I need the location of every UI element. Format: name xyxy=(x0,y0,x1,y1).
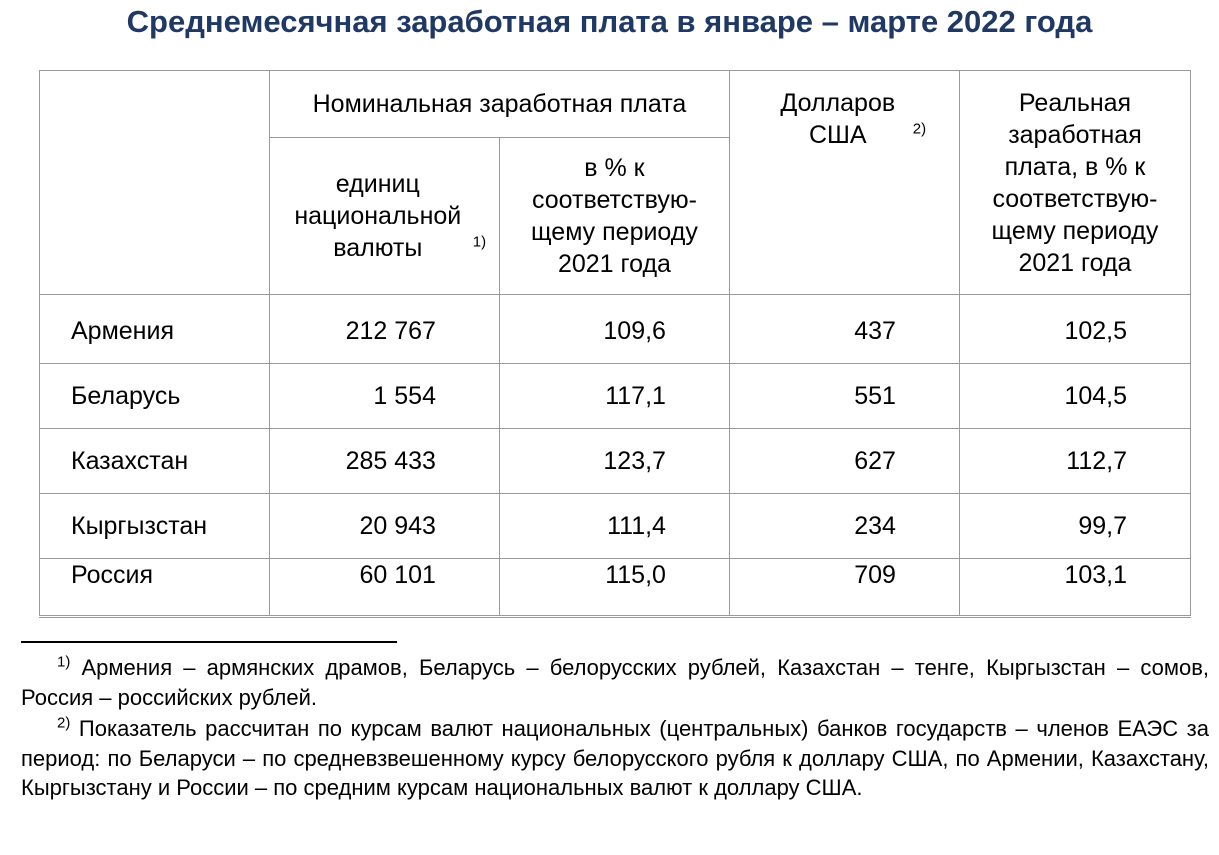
usd-cell: 437 xyxy=(729,295,959,364)
footnote-mark: 2) xyxy=(57,714,71,732)
real-wage-cell: 112,7 xyxy=(959,429,1190,494)
header-real-wage xyxy=(959,71,1190,295)
national-currency-cell: 212 767 xyxy=(269,295,499,364)
usd-cell: 709 xyxy=(729,559,959,617)
header-usd-label: Долларов США xyxy=(780,89,896,149)
table-body xyxy=(40,295,1191,617)
usd-cell: 551 xyxy=(729,364,959,429)
pct-cell: 111,4 xyxy=(499,494,729,559)
real-wage-cell: 99,7 xyxy=(959,494,1190,559)
real-wage-cell: 103,1 xyxy=(959,559,1190,617)
footnote-2 xyxy=(21,714,1209,803)
table-row xyxy=(40,364,1191,429)
footnote-text: Армения – армянских драмов, Беларусь – белорусских рублей, Казахстан – тенге, Кыргызстан – сомов, Россия – российских рублей. xyxy=(21,655,1209,710)
wage-table xyxy=(39,70,1191,618)
country-cell: Казахстан xyxy=(40,429,270,494)
national-currency-cell: 60 101 xyxy=(269,559,499,617)
page-title: Среднемесячная заработная плата в январе – марте 2022 года xyxy=(126,4,1093,39)
pct-cell: 123,7 xyxy=(499,429,729,494)
table-row xyxy=(40,494,1191,559)
header-pct-prev-year xyxy=(499,138,729,295)
header-empty-cell xyxy=(40,71,270,295)
pct-cell: 109,6 xyxy=(499,295,729,364)
usd-cell: 234 xyxy=(729,494,959,559)
header-usd xyxy=(729,71,959,295)
footnote-1 xyxy=(21,653,1209,712)
country-cell: Россия xyxy=(40,559,270,617)
real-wage-cell: 104,5 xyxy=(959,364,1190,429)
pct-cell: 117,1 xyxy=(499,364,729,429)
table-row xyxy=(40,295,1191,364)
national-currency-cell: 20 943 xyxy=(269,494,499,559)
footnote-ref-1: 1) xyxy=(472,233,487,251)
footnote-ref-2: 2) xyxy=(912,120,927,138)
usd-cell: 627 xyxy=(729,429,959,494)
country-cell: Армения xyxy=(40,295,270,364)
national-currency-cell: 285 433 xyxy=(269,429,499,494)
header-real-wage-label: Реальная заработная плата, в % к соответствую-щему периоду 2021 года xyxy=(991,89,1159,277)
pct-cell: 115,0 xyxy=(499,559,729,617)
header-national-currency xyxy=(269,138,499,295)
header-pct-prev-year-label: в % к соответствую-щему периоду 2021 года xyxy=(531,154,698,278)
footnote-text: Показатель рассчитан по курсам валют национальных (центральных) банков государств – членов ЕАЭС за период: по Беларуси – по средневзвешенному курсу белорусского рубля к доллару США, по Армении, Казахстану, Кыргызстану и России – по средним курсам национальных валют к доллару США. xyxy=(21,716,1209,800)
real-wage-cell: 102,5 xyxy=(959,295,1190,364)
footnote-mark: 1) xyxy=(57,653,71,671)
footnotes xyxy=(21,653,1209,803)
header-national-currency-label: единиц национальной валюты xyxy=(294,170,462,262)
header-nominal-group: Номинальная заработная плата xyxy=(269,71,729,138)
country-cell: Кыргызстан xyxy=(40,494,270,559)
country-cell: Беларусь xyxy=(40,364,270,429)
footnote-separator xyxy=(21,641,397,643)
national-currency-cell: 1 554 xyxy=(269,364,499,429)
table-row xyxy=(40,429,1191,494)
table-row xyxy=(40,559,1191,617)
